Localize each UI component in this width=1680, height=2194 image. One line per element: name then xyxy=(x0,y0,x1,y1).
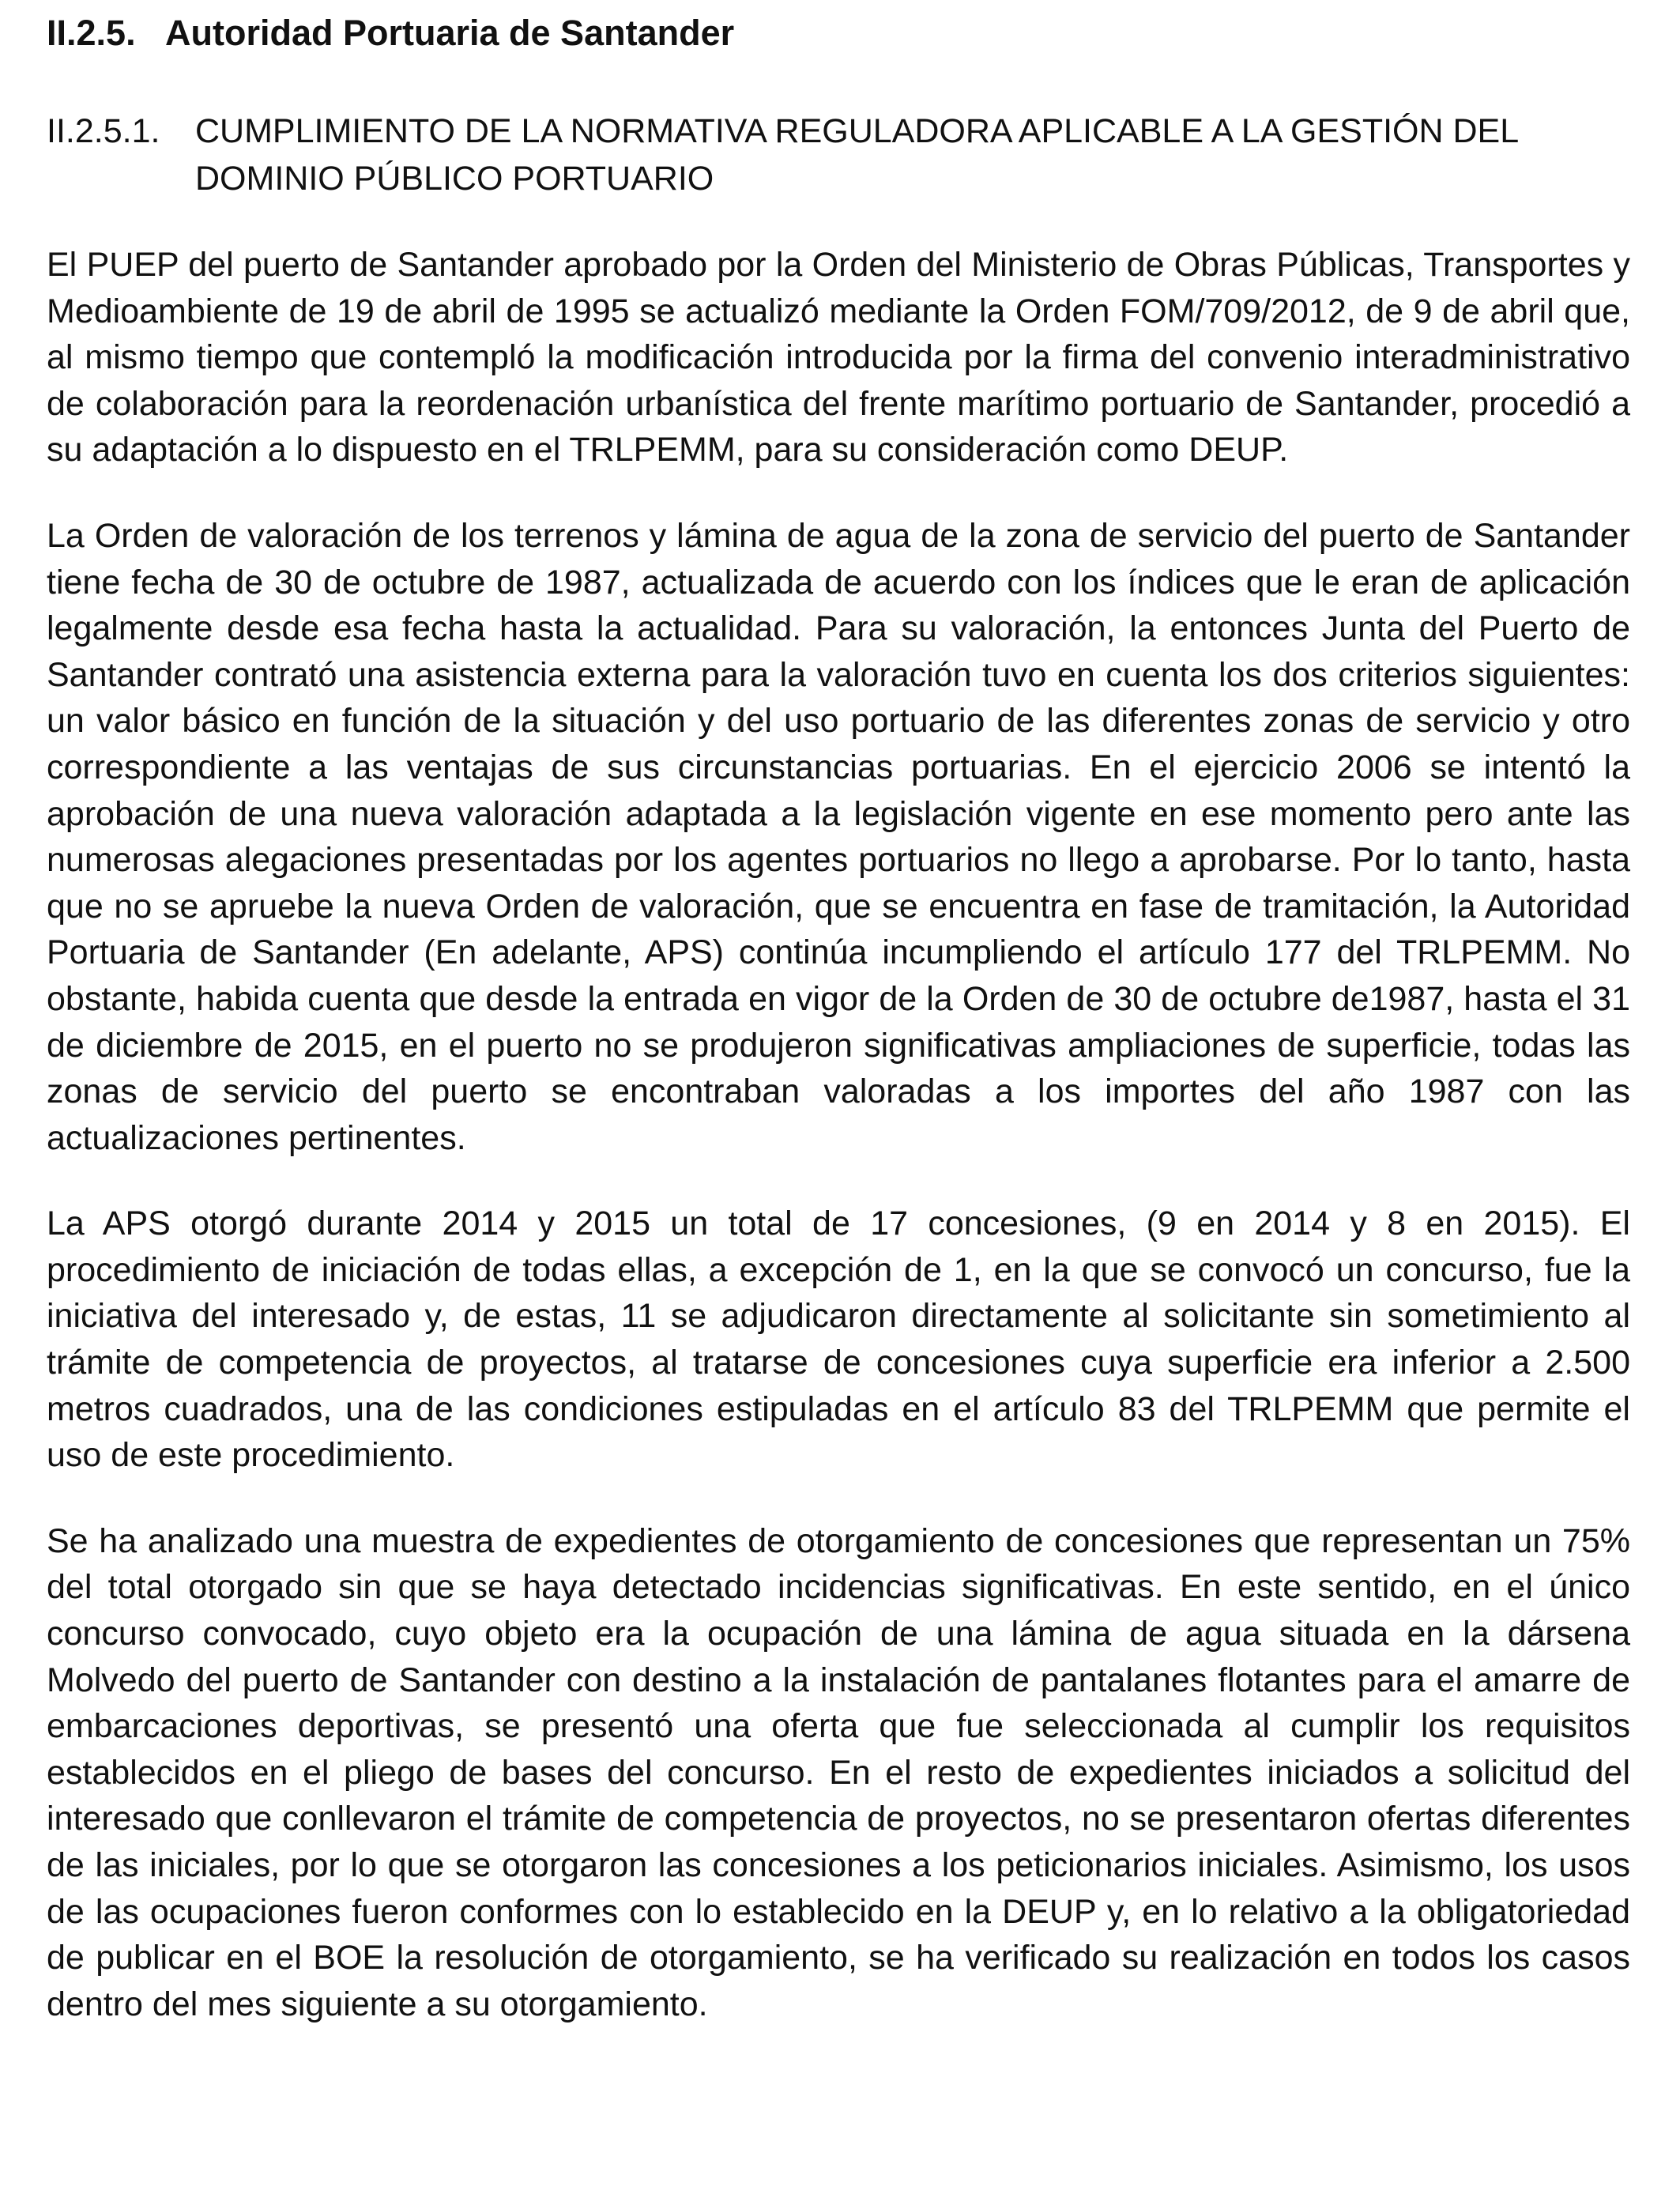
subsection-title: CUMPLIMIENTO DE LA NORMATIVA REGULADORA APLICABLE A LA GESTIÓN DEL DOMINIO PÚBLICO PORTUARIO xyxy=(195,112,1518,198)
paragraph-valoracion: La Orden de valoración de los terrenos y lámina de agua de la zona de servicio del puerto de Santander tiene fecha de 30 de octubre de 1987, actualizada de acuerdo con los índices que le eran de aplicación legalmente desde esa fecha hasta la actualidad. Para su valoración, la entonces Junta del Puerto de Santander contrató una asistencia externa para la valoración tuvo en cuenta los dos criterios siguientes: un valor básico en función de la situación y del uso portuario de las diferentes zonas de servicio y otro correspondiente a las ventajas de sus circunstancias portuarias. En el ejercicio 2006 se intentó la aprobación de una nueva valoración adaptada a la legislación vigente en ese momento pero ante las numerosas alegaciones presentadas por los agentes portuarios no llego a aprobarse. Por lo tanto, hasta que no se apruebe la nueva Orden de valoración, que se encuentra en fase de tramitación, la Autoridad Portuaria de Santander (En adelante, APS) continúa incumpliendo el artículo 177 del TRLPEMM. No obstante, habida cuenta que desde la entrada en vigor de la Orden de 30 de octubre de1987, hasta el 31 de diciembre de 2015, en el puerto no se produjeron significativas ampliaciones de superficie, todas las zonas de servicio del puerto se encontraban valoradas a los importes del año 1987 con las actualizaciones pertinentes. xyxy=(47,516,1630,1157)
section-title: Autoridad Portuaria de Santander xyxy=(165,13,735,53)
document-page xyxy=(47,11,1630,2067)
section-heading xyxy=(47,11,1630,55)
subsection-heading xyxy=(47,107,1630,202)
section-number: II.2.5. xyxy=(47,13,136,53)
paragraph-concesiones: La APS otorgó durante 2014 y 2015 un total de 17 concesiones, (9 en 2014 y 8 en 2015). El procedimiento de iniciación de todas ellas, a excepción de 1, en la que se convocó un concurso, fue la iniciativa del interesado y, de estas, 11 se adjudicaron directamente al solicitante sin sometimiento al trámite de competencia de proyectos, al tratarse de concesiones cuya superficie era inferior a 2.500 metros cuadrados, una de las condiciones estipuladas en el artículo 83 del TRLPEMM que permite el uso de este procedimiento. xyxy=(47,1204,1630,1475)
paragraph-puep: El PUEP del puerto de Santander aprobado por la Orden del Ministerio de Obras Públicas, Transportes y Medioambiente de 19 de abril de 1995 se actualizó mediante la Orden FOM/709/2012, de 9 de abril que, al mismo tiempo que contempló la modificación introducida por la firma del convenio interadministrativo de colaboración para la reordenación urbanística del frente marítimo portuario de Santander, procedió a su adaptación a lo dispuesto en el TRLPEMM, para su consideración como DEUP. xyxy=(47,246,1630,469)
subsection-number: II.2.5.1. xyxy=(47,112,160,150)
paragraph-muestra: Se ha analizado una muestra de expedientes de otorgamiento de concesiones que representan un 75% del total otorgado sin que se haya detectado incidencias significativas. En este sentido, en el único concurso convocado, cuyo objeto era la ocupación de una lámina de agua situada en la dársena Molvedo del puerto de Santander con destino a la instalación de pantalanes flotantes para el amarre de embarcaciones deportivas, se presentó una oferta que fue seleccionada al cumplir los requisitos establecidos en el pliego de bases del concurso. En el resto de expedientes iniciados a solicitud del interesado que conllevaron el trámite de competencia de proyectos, no se presentaron ofertas diferentes de las iniciales, por lo que se otorgaron las concesiones a los peticionarios iniciales. Asimismo, los usos de las ocupaciones fueron conformes con lo establecido en la DEUP y, en lo relativo a la obligatoriedad de publicar en el BOE la resolución de otorgamiento, se ha verificado su realización en todos los casos dentro del mes siguiente a su otorgamiento. xyxy=(47,1521,1630,2023)
